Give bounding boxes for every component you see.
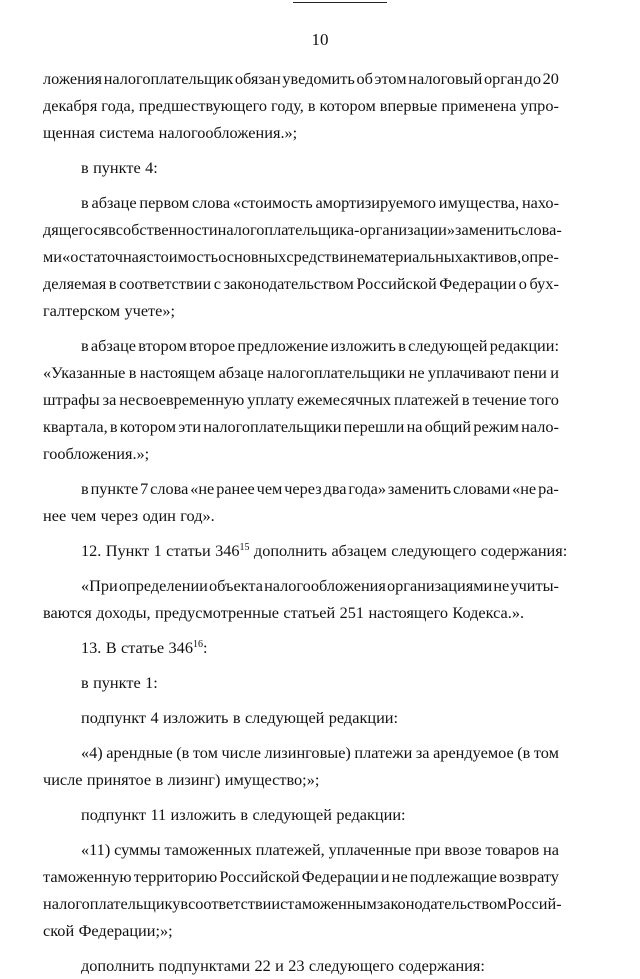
text-line [43, 836, 559, 863]
word: амортизируемого [315, 193, 436, 212]
word: котором [119, 417, 177, 436]
word: система [99, 123, 155, 142]
word: «не [190, 479, 215, 498]
text-line [43, 386, 559, 413]
word: учете»; [124, 301, 176, 320]
word: 22 [254, 956, 271, 975]
word: уведомить [282, 69, 355, 88]
word: в [81, 193, 89, 212]
word: чем [70, 506, 97, 525]
word: течение [472, 390, 527, 409]
word: лизинг) [167, 770, 221, 789]
word: «При [81, 576, 118, 595]
word: подлежащие [409, 867, 497, 886]
word: упро- [520, 96, 559, 115]
word: «4) [81, 743, 103, 762]
word: в [108, 220, 116, 239]
word: бух- [529, 274, 559, 293]
word: нее [43, 506, 67, 525]
word: абзацем [331, 541, 387, 560]
word: средств [286, 247, 340, 266]
word: при [415, 840, 441, 859]
word: 13. [81, 638, 102, 657]
word: «стоимость [232, 193, 313, 212]
top-rule [293, 2, 387, 3]
word: пункте [93, 673, 141, 692]
word: определении [118, 576, 208, 595]
text-line [43, 297, 559, 324]
word: налогоплательщика-организации» [217, 220, 456, 239]
text-line [43, 359, 559, 386]
word: налогообложения [264, 576, 386, 595]
text-line [43, 65, 559, 92]
text-line [43, 863, 559, 890]
word: первом [139, 193, 190, 212]
word: 1 [153, 541, 162, 560]
word: уплату [247, 390, 295, 409]
word: в [307, 96, 316, 115]
word: изложить [162, 708, 229, 727]
word: через [284, 479, 322, 498]
word: до [524, 69, 541, 88]
word: ввозе [444, 840, 482, 859]
word: чем [256, 479, 283, 498]
word: галтерском [43, 301, 121, 320]
text-line [43, 502, 559, 529]
word: 23 [288, 956, 305, 975]
word: редакции: [328, 708, 399, 727]
word: слова [191, 193, 231, 212]
word: 4 [150, 708, 159, 727]
word: в [109, 417, 118, 436]
text-line [43, 332, 559, 359]
word: в [128, 363, 137, 382]
word: настоящего [368, 603, 448, 622]
word: деляемая [43, 274, 107, 293]
text-line [43, 154, 559, 181]
word: применена [441, 96, 517, 115]
word: ми [43, 247, 63, 266]
word: года, [101, 96, 135, 115]
word: арендуемое [433, 743, 514, 762]
word: абзаце [218, 363, 264, 382]
word: орган [484, 69, 523, 88]
word: налогообложения.»; [158, 123, 298, 142]
text-line [43, 270, 559, 297]
word: ской [43, 921, 75, 940]
word: котором [319, 96, 376, 115]
word: в [461, 390, 470, 409]
word: возврату [499, 867, 559, 886]
word: в [81, 158, 89, 177]
word: законодательством [376, 894, 508, 913]
word: «не [512, 479, 537, 498]
document-body [43, 65, 568, 979]
word: 11 [150, 805, 167, 824]
text-line [43, 475, 559, 502]
word: этом [374, 69, 407, 88]
word: впервые [379, 96, 438, 115]
word: обязан [234, 69, 281, 88]
word: следующего [391, 541, 477, 560]
word: налогоплательщик [103, 69, 234, 88]
word: второе [189, 336, 236, 355]
word: об [356, 69, 373, 88]
word: гообложения.»; [43, 444, 150, 463]
word: соответствии [119, 274, 212, 293]
word: Кодекса.». [452, 603, 525, 622]
word: год». [180, 506, 215, 525]
word: законодательством [223, 274, 354, 293]
word: несвоевременную [119, 390, 245, 409]
word: в [108, 274, 117, 293]
word: за [102, 390, 117, 409]
word: и [339, 247, 348, 266]
word: объекта [209, 576, 263, 595]
word: подпункт [81, 805, 147, 824]
word: квартала, [43, 417, 108, 436]
word: штрафы [43, 390, 100, 409]
word: следующей [244, 708, 325, 727]
word: основных [218, 247, 287, 266]
word: В [105, 638, 117, 657]
text-line [43, 216, 562, 243]
word: Россий- [507, 894, 562, 913]
word: о [518, 274, 527, 293]
word: предусмотренные [154, 603, 280, 622]
word: году, [271, 96, 304, 115]
word: эти [178, 417, 202, 436]
word: территорию [133, 867, 218, 886]
word: заменить [387, 479, 452, 498]
word: $346^{15}$ [215, 541, 250, 560]
text-line [43, 572, 559, 599]
text-line [43, 890, 562, 917]
word: в [155, 770, 164, 789]
word: дящегося [43, 220, 109, 239]
word: следующего [308, 956, 395, 975]
word: (в [517, 743, 531, 762]
text-line [43, 739, 559, 766]
word: втором [138, 336, 187, 355]
word: слова [150, 479, 189, 498]
text-line [43, 599, 559, 626]
word: таможенных [164, 840, 252, 859]
word: том [192, 743, 218, 762]
word: заменить [455, 220, 519, 239]
word: активов, [462, 247, 522, 266]
word: таможенным [287, 894, 377, 913]
word: слова- [518, 220, 562, 239]
word: ранее [216, 479, 255, 498]
text-line [43, 952, 559, 979]
word: принятое [86, 770, 152, 789]
word: с [280, 894, 288, 913]
text-line [43, 766, 559, 793]
word: абзаце [90, 336, 137, 355]
word: статьей [283, 603, 336, 622]
word: и [380, 867, 390, 886]
superscript: 15 [239, 542, 250, 553]
word: 4: [145, 158, 158, 177]
word: налогоплательщики [267, 363, 406, 382]
word: в [81, 479, 89, 498]
word: «11) [81, 840, 111, 859]
word: налогоплательщику [43, 894, 181, 913]
word: редакции: [336, 805, 406, 824]
word: содержания: [398, 956, 485, 975]
word: Российской [219, 867, 300, 886]
word: следующей [408, 336, 488, 355]
word: статье [121, 638, 165, 657]
word: 251 [339, 603, 365, 622]
word: стоимость [146, 247, 219, 266]
word: платежи [354, 743, 413, 762]
word: Российской [356, 274, 437, 293]
word: два [323, 479, 347, 498]
word: через [100, 506, 139, 525]
word: на [543, 840, 559, 859]
word: и [275, 956, 284, 975]
word: 20 [542, 69, 559, 88]
word: уплаченные [328, 840, 412, 859]
word: в [81, 673, 89, 692]
word: нематериальных [348, 247, 463, 266]
word: суммы [114, 840, 161, 859]
word: следующей [252, 805, 332, 824]
word: перешли [343, 417, 405, 436]
text-line [43, 440, 559, 467]
word: учиты- [510, 576, 559, 595]
word: собственности [115, 220, 218, 239]
text-line [43, 704, 559, 731]
text-line [43, 669, 559, 696]
word: в [180, 894, 189, 913]
word: за [415, 743, 430, 762]
word: статьи [166, 541, 211, 560]
word: один [142, 506, 176, 525]
word: лизинговые) [264, 743, 351, 762]
text-line [43, 634, 559, 661]
word: $346^{16}$: [168, 638, 208, 657]
word: подпунктами [158, 956, 251, 975]
word: ежемесячных [296, 390, 392, 409]
word: 12. [81, 541, 102, 560]
word: уплачивают [427, 363, 511, 382]
superscript: 16 [192, 639, 203, 650]
word: 1: [145, 673, 158, 692]
word: платежей, [255, 840, 325, 859]
word: на [406, 417, 423, 436]
word: таможенную [43, 867, 132, 886]
word: в [232, 708, 241, 727]
word: опре- [521, 247, 559, 266]
word: Федерации [301, 867, 379, 886]
word: (в [176, 743, 190, 762]
word: декабря [43, 96, 98, 115]
word: налогоплательщики [203, 417, 342, 436]
word: изложить [330, 336, 396, 355]
word: числе [43, 770, 83, 789]
word: содержания: [480, 541, 568, 560]
page-number: 10 [311, 30, 329, 49]
word: «остаточная [62, 247, 147, 266]
word: «Указанные [43, 363, 126, 382]
word: ложения [43, 69, 103, 88]
word: числе [221, 743, 261, 762]
text-line [43, 119, 559, 146]
text-line [43, 92, 559, 119]
word: имущества, [438, 193, 520, 212]
word: не [493, 576, 510, 595]
word: режим [473, 417, 519, 436]
word: в [240, 805, 249, 824]
text-line [43, 413, 559, 440]
word: Федерации [439, 274, 517, 293]
word: пени [513, 363, 547, 382]
word: редакции: [489, 336, 559, 355]
text-line [43, 917, 559, 944]
word: настоящем [139, 363, 216, 382]
word: того [529, 390, 559, 409]
word: дополнить [253, 541, 328, 560]
word-tail: : [202, 638, 208, 657]
word: ра- [538, 479, 559, 498]
word: платежей [393, 390, 459, 409]
word: в [398, 336, 406, 355]
text-line [43, 189, 559, 216]
word: 7 [140, 479, 149, 498]
word: изложить [170, 805, 237, 824]
word: товаров [485, 840, 540, 859]
word: пункте [90, 479, 139, 498]
word: и [550, 363, 559, 382]
word: не [391, 867, 408, 886]
word: абзаце [91, 193, 137, 212]
word: ваются [43, 603, 92, 622]
text-line [43, 537, 568, 564]
word: нахо- [521, 193, 559, 212]
word: соответствии [188, 894, 281, 913]
word: имущество;»; [224, 770, 320, 789]
word: с [213, 274, 221, 293]
word: налоговый [408, 69, 483, 88]
word: дополнить [81, 956, 155, 975]
word: щенная [43, 123, 95, 142]
word: словами [452, 479, 511, 498]
word: года» [348, 479, 387, 498]
word: организациями [387, 576, 493, 595]
word: арендные [106, 743, 173, 762]
word: предложение [237, 336, 329, 355]
word: общий [424, 417, 472, 436]
word: подпункт [81, 708, 147, 727]
word: не [408, 363, 425, 382]
word: Пункт [105, 541, 150, 560]
word: нало- [521, 417, 559, 436]
word: том [533, 743, 559, 762]
word: пункте [93, 158, 141, 177]
text-line [43, 243, 559, 270]
word: в [81, 336, 89, 355]
word: доходы, [96, 603, 151, 622]
word: предшествующего [138, 96, 268, 115]
text-line [43, 801, 559, 828]
word: Федерации;»; [78, 921, 173, 940]
